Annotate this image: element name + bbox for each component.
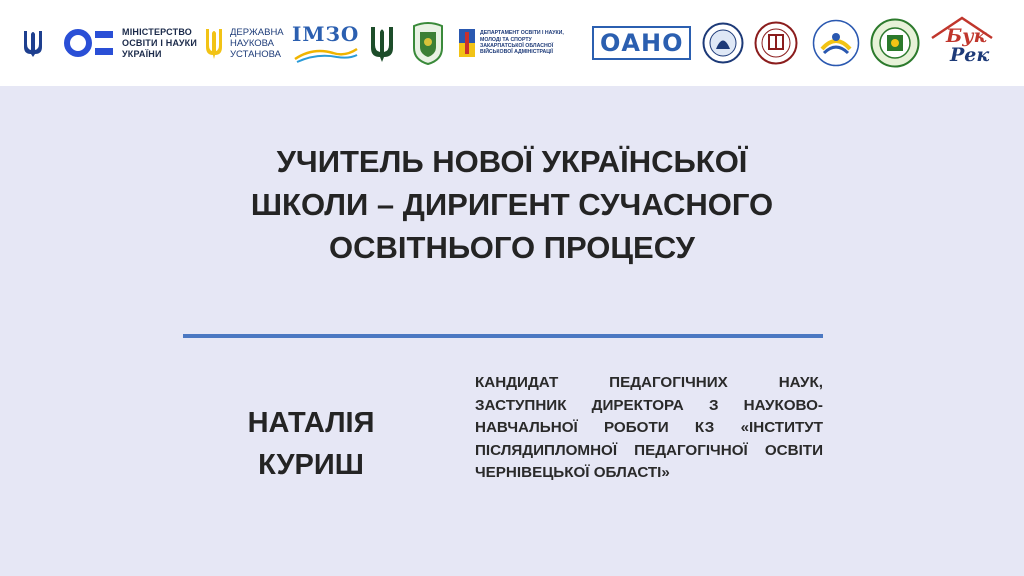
oaho-logo bbox=[592, 0, 691, 86]
circular-seal-logo-1 bbox=[702, 0, 744, 86]
buk-text: Бук bbox=[946, 25, 987, 47]
slide-title: УЧИТЕЛЬ НОВОЇ УКРАЇНСЬКОЇ ШКОЛИ – ДИРИГЕНТ СУЧАСНОГО ОСВІТНЬОГО ПРОЦЕСУ bbox=[250, 144, 774, 265]
ministry-education-logo bbox=[64, 0, 197, 86]
rek-text: Рек bbox=[950, 44, 990, 66]
globe-wave-icon bbox=[293, 45, 359, 63]
trident-icon bbox=[368, 0, 396, 86]
state-scientific-institution-logo bbox=[204, 0, 284, 86]
ukraine-trident-icon bbox=[22, 0, 44, 86]
imzo-logo bbox=[292, 0, 359, 86]
zakarpattia-coat-of-arms-icon bbox=[410, 0, 446, 86]
mon-mark-icon bbox=[64, 26, 116, 60]
title-divider bbox=[183, 334, 823, 338]
logo-bar bbox=[0, 0, 1024, 86]
imzo-text: ІМЗО bbox=[292, 22, 360, 46]
state-scientific-institution-text: ДЕРЖАВНА НАУКОВА УСТАНОВА bbox=[230, 26, 284, 60]
department-education-zakarpattia-logo bbox=[458, 0, 564, 86]
buk-rek-logo bbox=[936, 0, 989, 86]
author-position: КАНДИДАТ ПЕДАГОГІЧНИХ НАУК, ЗАСТУПНИК ДИРЕКТОРА З НАУКОВО-НАВЧАЛЬНОЇ РОБОТИ КЗ «ІНСТИТУТ ПІСЛЯДИПЛОМНОЇ ПЕДАГОГІЧНОЇ ОСВІТИ ЧЕРНІВЕЦЬКОЇ ОБЛАСТІ» bbox=[475, 374, 823, 482]
ministry-education-text: МІНІСТЕРСТВО ОСВІТИ І НАУКИ УКРАЇНИ bbox=[122, 26, 197, 59]
yellow-trident-icon bbox=[204, 25, 224, 61]
author-name: НАТАЛІЯ КУРИШ bbox=[247, 407, 375, 481]
circular-seal-logo-3 bbox=[812, 0, 860, 86]
circular-seal-logo-2 bbox=[754, 0, 798, 86]
department-shield-icon bbox=[458, 28, 476, 58]
department-education-text: ДЕПАРТАМЕНТ ОСВІТИ І НАУКИ, МОЛОДІ ТА СПОРТУ ЗАКАРПАТСЬКОЇ ОБЛАСНОЇ ВІЙСЬКОВОЇ АДМІНІСТРАЦІЇ bbox=[480, 30, 564, 56]
circular-seal-logo-4 bbox=[870, 0, 920, 86]
oaho-text: ОАНО bbox=[592, 26, 691, 60]
